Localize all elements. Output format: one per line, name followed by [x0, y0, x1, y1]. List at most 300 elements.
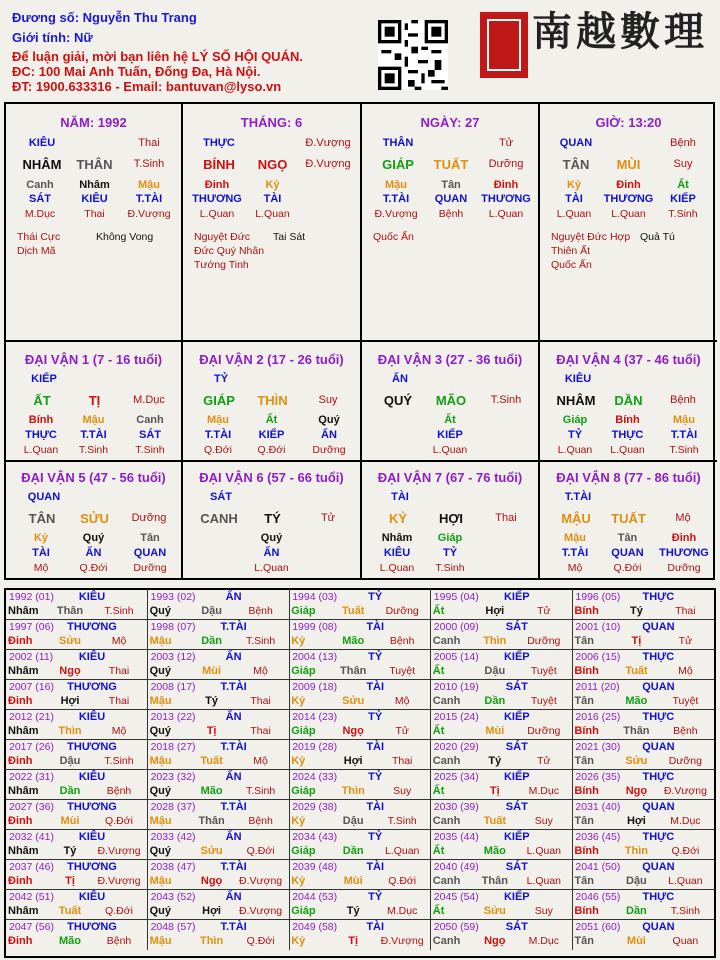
growth-phase: Q.Đới	[671, 845, 700, 857]
luck-cycle-title: ĐẠI VẬN 1 (7 - 16 tuổi)	[24, 352, 163, 367]
growth-phase: Q.Đới	[388, 875, 417, 887]
hidden-god: T.TÀI	[80, 429, 107, 441]
growth-phase: Suy	[534, 815, 553, 827]
earthly-branch: Thìn	[624, 845, 648, 857]
ten-god-label: KIÊU	[78, 591, 106, 603]
year-cell	[572, 710, 714, 740]
year-cell	[572, 590, 714, 620]
growth-phase: Suy	[673, 158, 693, 170]
earthly-branch: Tý	[346, 905, 360, 917]
hidden-god: THỰC	[25, 429, 57, 441]
growth-phase: L.Quan	[668, 875, 703, 887]
phone-email: ĐT: 1900.633316 - Email: bantuvan@lyso.vn	[12, 79, 282, 94]
growth-phase: T.Sinh	[104, 605, 134, 617]
earthly-branch: Dần	[59, 785, 81, 797]
growth-phase: Q.Đới	[246, 845, 275, 857]
heavenly-stem: Mậu	[149, 755, 172, 767]
year-cell	[289, 590, 431, 620]
ten-god-label: T.TÀI	[220, 741, 247, 753]
ten-god-label: KIÊU	[78, 831, 106, 843]
year-cell	[289, 860, 431, 890]
growth-phase: Suy	[318, 394, 338, 406]
pillar-phase: Đ.Vượng	[305, 137, 351, 149]
growth-phase: L.Quan	[526, 875, 562, 887]
year-label: 2039 (48)	[292, 861, 338, 873]
heavenly-stem: Bính	[574, 605, 599, 617]
hidden-stem: Tân	[617, 532, 638, 544]
heavenly-stem: Tân	[574, 815, 594, 827]
hidden-phase: L.Quan	[611, 208, 646, 220]
growth-phase: Thai	[495, 512, 517, 524]
heavenly-stem: Canh	[432, 635, 461, 647]
earthly-branch: Mão	[625, 695, 648, 707]
growth-phase: T.Sinh	[387, 815, 417, 827]
hidden-stem: Kỷ	[265, 179, 280, 191]
heavenly-stem: Nhâm	[8, 605, 39, 617]
earthly-branch: Mùi	[60, 815, 80, 827]
hidden-phase: T.Sinh	[669, 444, 699, 456]
hidden-god: ẤN	[321, 429, 337, 441]
year-cell	[148, 680, 290, 710]
luck-cycle-cell	[540, 460, 717, 578]
growth-phase: Đ.Vượng	[380, 935, 424, 947]
year-label: 2029 (38)	[292, 801, 338, 813]
year-cell	[6, 650, 148, 680]
pillar-title: GIỜ: 13:20	[595, 115, 662, 130]
earthly-branch: TUẤT	[611, 511, 646, 526]
ten-god-label: QUAN	[642, 861, 675, 873]
growth-phase: T.Sinh	[670, 905, 700, 917]
pillar-phase: Bệnh	[670, 137, 696, 149]
heavenly-stem: KỶ	[388, 511, 408, 526]
ten-god-label: SÁT	[505, 741, 528, 753]
growth-phase: Đ.Vượng	[239, 875, 283, 887]
growth-phase: Tử	[678, 635, 693, 647]
hidden-stem: Ất	[265, 414, 278, 426]
hidden-god: T.TÀI	[135, 193, 163, 205]
earthly-branch: Hợi	[343, 755, 363, 767]
heavenly-stem: Giáp	[291, 665, 316, 677]
hidden-god: THƯƠNG	[192, 193, 242, 205]
luck-cycle-cell	[6, 342, 183, 462]
brand-logo: 南越數理	[532, 8, 708, 55]
hidden-stem: Ất	[444, 414, 456, 426]
hidden-god: QUAN	[611, 547, 644, 559]
heavenly-stem: Nhâm	[8, 725, 39, 737]
growth-phase: Đ.Vượng	[663, 785, 707, 797]
growth-phase: Quan	[672, 935, 699, 947]
growth-phase: Suy	[534, 905, 553, 917]
year-label: 2032 (41)	[9, 831, 54, 843]
ten-god-label: THỰC	[642, 591, 675, 603]
hidden-phase: L.Quan	[488, 208, 524, 220]
earthly-branch: Mùi	[626, 935, 646, 947]
ten-god-label: ẤN	[225, 771, 242, 783]
heavenly-stem: Tân	[574, 695, 594, 707]
growth-phase: Đ.Vượng	[305, 158, 351, 170]
earthly-branch: DẦN	[614, 393, 643, 408]
growth-phase: Tuyệt	[672, 695, 699, 707]
heavenly-stem: Canh	[432, 875, 461, 887]
year-cell	[572, 830, 714, 860]
growth-phase: Bệnh	[106, 935, 132, 947]
earthly-branch: Sửu	[200, 845, 223, 857]
earthly-branch: SỬU	[80, 511, 109, 526]
year-label: 1995 (04)	[433, 591, 479, 603]
hidden-god: ẤN	[263, 547, 280, 559]
ten-god-label: KIẾP	[503, 891, 530, 903]
ten-god-label: THỰC	[642, 891, 675, 903]
hidden-god: SÁT	[139, 429, 161, 441]
year-cell	[289, 920, 431, 950]
earthly-branch: Thìn	[58, 725, 82, 737]
heavenly-stem: Ất	[432, 725, 445, 737]
growth-phase: M.Dục	[133, 394, 165, 406]
year-label: 1999 (08)	[292, 621, 338, 633]
year-label: 2001 (10)	[575, 621, 621, 633]
year-cell	[289, 770, 431, 800]
ten-god-label: TỶ	[368, 591, 383, 603]
year-cell	[431, 800, 573, 830]
heavenly-stem: Kỷ	[291, 755, 306, 767]
earthly-branch: Tị	[348, 935, 359, 947]
hidden-phase: Dưỡng	[312, 444, 346, 456]
year-label: 2033 (42)	[150, 831, 196, 843]
hidden-god: KIÊU	[383, 547, 411, 559]
year-label: 2037 (46)	[9, 861, 54, 873]
ten-god-label: THÂN	[382, 137, 414, 149]
growth-phase: Mộ	[678, 665, 693, 677]
luck-cycle-cell	[362, 460, 540, 578]
year-cell	[572, 890, 714, 920]
hidden-stem: Quý	[82, 532, 105, 544]
year-label: 2049 (58)	[292, 921, 338, 933]
heavenly-stem: NHÂM	[556, 393, 596, 408]
hidden-god: ẤN	[85, 547, 102, 559]
year-cell	[6, 710, 148, 740]
hidden-stem: Ất	[677, 179, 689, 191]
growth-phase: Đ.Vượng	[239, 905, 283, 917]
ten-god-label: TÀI	[391, 491, 409, 503]
year-cell	[572, 770, 714, 800]
year-label: 2002 (11)	[9, 651, 54, 663]
hidden-god: T.TÀI	[670, 429, 698, 441]
earthly-branch: Mão	[200, 785, 223, 797]
ten-god-label: KIẾP	[503, 651, 530, 663]
year-label: 2019 (28)	[292, 741, 338, 753]
heavenly-stem: Giáp	[291, 905, 316, 917]
year-label: 1994 (03)	[292, 591, 338, 603]
earthly-branch: Tuất	[341, 605, 365, 617]
growth-phase: Mộ	[253, 755, 268, 767]
year-cell	[148, 800, 290, 830]
hidden-stem: Nhâm	[79, 179, 110, 191]
year-cell	[289, 680, 431, 710]
year-label: 2038 (47)	[150, 861, 196, 873]
growth-phase: M.Dục	[670, 815, 701, 827]
year-label: 2041 (50)	[575, 861, 621, 873]
star-label: Tai Sát	[273, 231, 306, 243]
heavenly-stem: CANH	[200, 511, 238, 526]
ten-god-label: T.TÀI	[220, 621, 247, 633]
earthly-branch: Tị	[206, 725, 217, 737]
hidden-stem: Mậu	[82, 414, 105, 426]
heavenly-stem: Kỷ	[291, 635, 306, 647]
hidden-god: TÀI	[32, 547, 50, 559]
growth-phase: Bệnh	[389, 635, 415, 647]
star-label: Thái Cực	[17, 231, 61, 243]
hidden-stem: Mậu	[385, 179, 407, 191]
heavenly-stem: Canh	[432, 755, 461, 767]
year-cell	[289, 740, 431, 770]
hidden-stem: Đinh	[616, 179, 641, 191]
year-label: 2025 (34)	[433, 771, 479, 783]
earthly-branch: NGỌ	[257, 157, 288, 172]
growth-phase: T.Sinh	[246, 785, 276, 797]
ten-god-label: KIẾP	[503, 591, 530, 603]
heavenly-stem: Mậu	[149, 815, 172, 827]
ten-god-label: KIÊU	[564, 373, 592, 385]
heavenly-stem: Bính	[574, 785, 599, 797]
ten-god-label: ẤN	[392, 373, 408, 385]
year-label: 2013 (22)	[150, 711, 196, 723]
growth-phase: Dưỡng	[488, 158, 524, 170]
luck-cycle-title: ĐẠI VẬN 6 (57 - 66 tuổi)	[199, 470, 344, 485]
ten-god-label: T.TÀI	[220, 861, 247, 873]
heavenly-stem: Nhâm	[8, 665, 39, 677]
ten-god-label: TÀI	[366, 801, 385, 813]
subject-name: Đương số: Nguyễn Thu Trang	[12, 10, 197, 25]
hidden-god: QUAN	[133, 547, 167, 559]
ten-god-label: KIẾP	[503, 711, 530, 723]
hidden-stem: Bính	[615, 414, 640, 426]
hidden-phase: T.Sinh	[435, 562, 465, 574]
growth-phase: Tử	[320, 512, 336, 524]
year-cell	[572, 620, 714, 650]
growth-phase: Tuyệt	[530, 695, 557, 707]
hidden-god: TỶ	[567, 429, 583, 441]
year-cell	[572, 650, 714, 680]
heavenly-stem: Nhâm	[8, 905, 39, 917]
growth-phase: Q.Đới	[246, 935, 275, 947]
heavenly-stem: Đinh	[8, 755, 33, 767]
growth-phase: Q.Đới	[105, 815, 133, 827]
earthly-branch: Ngọ	[59, 665, 81, 677]
earthly-branch: Ngọ	[625, 785, 648, 797]
growth-phase: Mộ	[111, 725, 127, 737]
year-cell	[289, 830, 431, 860]
heavenly-stem: Tân	[574, 875, 594, 887]
hidden-god: TỶ	[442, 547, 458, 559]
growth-phase: Tử	[537, 605, 551, 617]
heavenly-stem: Đinh	[8, 635, 33, 647]
ten-god-label: THƯƠNG	[67, 921, 117, 933]
ten-god-label: TÀI	[366, 921, 385, 933]
earthly-branch: Thìn	[199, 935, 224, 947]
heavenly-stem: MẬU	[561, 511, 591, 526]
ten-god-label: KIẾP	[31, 373, 57, 385]
ten-god-label: THƯƠNG	[67, 621, 117, 633]
annual-table	[4, 588, 716, 958]
year-label: 2034 (43)	[292, 831, 338, 843]
hidden-phase: Dưỡng	[667, 562, 701, 574]
earthly-branch: THÌN	[257, 393, 288, 408]
earthly-branch: Tuất	[625, 665, 648, 677]
growth-phase: Thai	[250, 725, 271, 737]
growth-phase: Bệnh	[673, 725, 698, 737]
year-cell	[572, 860, 714, 890]
hidden-phase: L.Quan	[23, 444, 59, 456]
year-cell	[572, 740, 714, 770]
hidden-god: THỰC	[611, 429, 644, 441]
hidden-stem: Mậu	[564, 532, 586, 544]
hidden-phase: T.Sinh	[668, 208, 698, 220]
year-cell	[431, 740, 573, 770]
heavenly-stem: TÂN	[562, 157, 590, 172]
heavenly-stem: TÂN	[28, 511, 56, 526]
heavenly-stem: Quý	[149, 605, 171, 617]
growth-phase: Thai	[108, 665, 130, 677]
earthly-branch: Thìn	[483, 635, 507, 647]
growth-phase: Mộ	[253, 665, 268, 677]
hidden-phase: Q.Đới	[613, 562, 642, 574]
luck-cycle-cell	[183, 460, 362, 578]
earthly-branch: Thân	[623, 725, 650, 737]
earthly-branch: Dậu	[59, 755, 81, 767]
growth-phase: T.Sinh	[490, 394, 522, 406]
year-cell	[289, 800, 431, 830]
pillar-phase: Thai	[138, 137, 160, 149]
luck-cycle-title: ĐẠI VẬN 3 (27 - 36 tuổi)	[377, 352, 523, 367]
ten-god-label: SÁT	[210, 491, 232, 503]
ten-god-label: SÁT	[505, 921, 528, 933]
earthly-branch: Sửu	[342, 695, 365, 707]
year-label: 2008 (17)	[150, 681, 196, 693]
year-cell	[6, 740, 148, 770]
earthly-branch: Thìn	[341, 785, 365, 797]
hidden-stem: Kỷ	[566, 179, 582, 191]
earthly-branch: Tý	[488, 755, 502, 767]
year-cell	[431, 770, 573, 800]
year-cell	[148, 830, 290, 860]
ten-god-label: TÀI	[366, 861, 385, 873]
year-label: 2020 (29)	[433, 741, 479, 753]
heavenly-stem: Tân	[574, 755, 594, 767]
year-cell	[289, 650, 431, 680]
year-label: 1996 (05)	[575, 591, 621, 603]
hidden-god: T.TÀI	[561, 547, 589, 559]
ten-god-label: SÁT	[505, 801, 528, 813]
growth-phase: L.Quan	[526, 845, 562, 857]
luck-cycle-cell	[362, 342, 540, 462]
heavenly-stem: Mậu	[149, 875, 172, 887]
year-cell	[148, 860, 290, 890]
year-cell	[6, 860, 148, 890]
header	[0, 0, 720, 102]
heavenly-stem: Đinh	[8, 815, 33, 827]
hidden-stem: Bính	[28, 414, 54, 426]
year-label: 2050 (59)	[433, 921, 479, 933]
year-cell	[148, 770, 290, 800]
hidden-stem: Mậu	[207, 414, 229, 426]
year-label: 2036 (45)	[575, 831, 621, 843]
hidden-phase: Đ.Vượng	[127, 208, 171, 220]
year-cell	[572, 680, 714, 710]
pillar-cell	[6, 104, 183, 342]
heavenly-stem: QUÝ	[383, 393, 413, 408]
earthly-branch: Tị	[489, 785, 500, 797]
hidden-god: T.TÀI	[382, 193, 410, 205]
year-label: 2048 (57)	[150, 921, 196, 933]
earthly-branch: Dần	[484, 695, 506, 707]
hidden-phase: L.Quan	[610, 444, 645, 456]
growth-phase: M.Dục	[528, 785, 559, 797]
ten-god-label: ẤN	[225, 891, 242, 903]
year-label: 2007 (16)	[9, 681, 54, 693]
growth-phase: Mộ	[111, 635, 127, 647]
ten-god-label: SÁT	[505, 621, 528, 633]
hidden-god: QUAN	[434, 193, 468, 205]
heavenly-stem: Kỷ	[291, 695, 306, 707]
ten-god-label: THỰC	[642, 651, 675, 663]
growth-phase: Tuyệt	[389, 665, 416, 677]
heavenly-stem: Đinh	[8, 875, 33, 887]
hidden-god: KIẾP	[437, 429, 463, 441]
ten-god-label: QUAN	[642, 741, 675, 753]
year-label: 2017 (26)	[9, 741, 54, 753]
earthly-branch: Dậu	[201, 605, 222, 617]
heavenly-stem: Kỷ	[291, 935, 306, 947]
year-label: 2043 (52)	[150, 891, 196, 903]
ten-god-label: TỶ	[368, 771, 383, 783]
year-cell	[148, 920, 290, 950]
earthly-branch: Ngọ	[484, 935, 506, 947]
star-label: Đức Quý Nhân	[194, 245, 265, 257]
contact-note: Để luận giải, mời bạn liên hệ LÝ SỐ HỘI QUÁN.	[12, 49, 303, 64]
seal-stamp-icon	[480, 12, 528, 78]
ten-god-label: QUAN	[642, 801, 675, 813]
heavenly-stem: Quý	[149, 785, 171, 797]
heavenly-stem: Tân	[574, 635, 594, 647]
year-label: 1993 (02)	[150, 591, 196, 603]
ten-god-label: TÀI	[366, 621, 385, 633]
year-label: 2011 (20)	[575, 681, 620, 693]
ten-god-label: THỰC	[203, 137, 235, 149]
year-cell	[148, 890, 290, 920]
heavenly-stem: Kỷ	[291, 875, 306, 887]
year-cell	[6, 890, 148, 920]
earthly-branch: Hợi	[202, 905, 221, 917]
hidden-phase: Mộ	[33, 562, 49, 574]
hidden-stem: Canh	[26, 179, 54, 191]
ten-god-label: QUAN	[559, 137, 593, 149]
heavenly-stem: Đinh	[8, 935, 33, 947]
star-label: Thiên Ất	[551, 245, 591, 257]
earthly-branch: Dần	[342, 845, 364, 857]
earthly-branch: Tuất	[200, 755, 223, 767]
hidden-phase: Q.Đới	[79, 562, 108, 574]
earthly-branch: Mùi	[343, 875, 363, 887]
earthly-branch: Hợi	[626, 815, 646, 827]
growth-phase: Thai	[675, 605, 696, 617]
year-label: 2044 (53)	[292, 891, 338, 903]
heavenly-stem: NHÂM	[22, 157, 62, 172]
hidden-god: T.TÀI	[204, 429, 232, 441]
year-cell	[6, 830, 148, 860]
year-cell	[6, 800, 148, 830]
hidden-phase: Q.Đới	[257, 444, 286, 456]
hidden-phase: L.Quan	[379, 562, 415, 574]
